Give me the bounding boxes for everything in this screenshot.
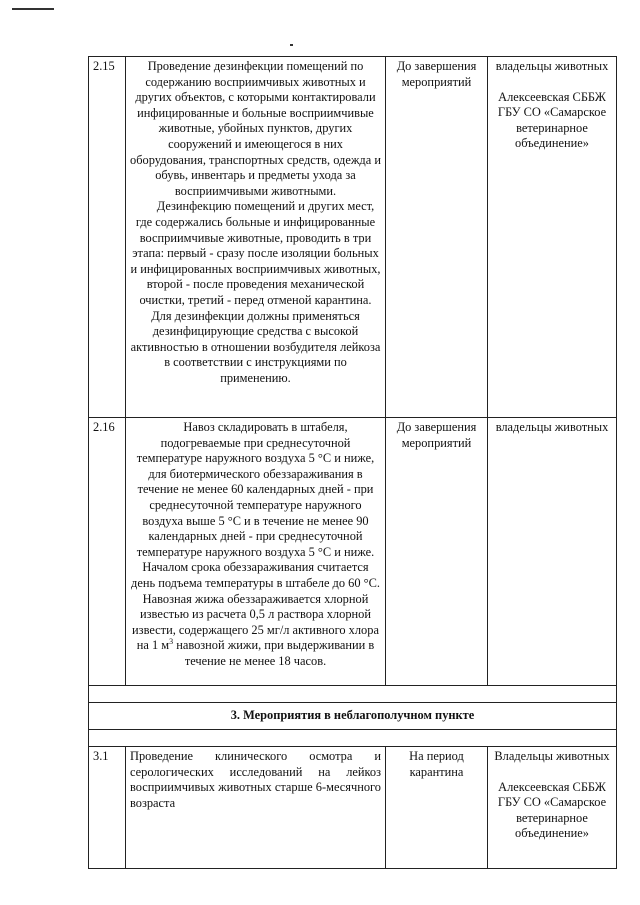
measure-term: На период карантина	[386, 747, 488, 869]
description-text: Навоз складировать в штабеля, подогреваемые при среднесуточной температуре наружного воздуха 5 °С и ниже, для биотермического обеззараживания в течение не менее 60 календарных дней - при среднесуточной температуре наружного воздуха выше 5 °С и в течение не менее 90 календарных дней - при среднесуточной температуре наружного воздуха 5 °С и ниже. Началом срока обеззараживания считается день подъема температуры в штабеле до 60 °С. Навозная жижа обеззараживается хлорной известью из расчета 0,5 л раствора хлорной извести, содержащего 25 мг/л активного хлора на 1 м	[131, 420, 380, 653]
section-title: 3. Мероприятия в неблагополучном пункте	[89, 703, 617, 730]
row-number: 2.16	[89, 418, 126, 686]
row-number: 3.1	[89, 747, 126, 869]
description-text-tail: навозной жижи, при выдерживании в течение не менее 18 часов.	[173, 638, 375, 668]
table-row	[89, 57, 617, 418]
description-paragraph: Для дезинфекции должны применяться дезинфицирующие средства с высокой активностью в отношении возбудителя лейкоза в соответствии с инструкциями по применению.	[130, 308, 381, 385]
table-gap-row	[89, 730, 617, 747]
superscript: 3	[169, 637, 174, 647]
responsible-owners: владельцы животных	[495, 59, 609, 73]
responsible-owners: Владельцы животных	[494, 749, 610, 763]
table-row	[89, 747, 617, 869]
table-gap-row	[89, 686, 617, 703]
measure-term: До завершения мероприятий	[386, 418, 488, 686]
table-row	[89, 418, 617, 686]
measures-table	[88, 56, 617, 869]
responsible-owners: владельцы животных	[495, 420, 609, 434]
description-paragraph	[130, 420, 381, 670]
responsible-parties	[488, 747, 617, 869]
measure-description	[126, 57, 386, 418]
scan-mark	[12, 8, 54, 10]
responsible-parties	[488, 57, 617, 418]
responsible-organization: Алексеевская СББЖ ГБУ СО «Самарское ветеринарное объединение»	[497, 89, 607, 151]
measure-description: Проведение клинического осмотра и серологических исследований на лейкоз восприимчивых животных старше 6-месячного возраста	[126, 747, 386, 869]
responsible-organization: Алексеевская СББЖ ГБУ СО «Самарское ветеринарное объединение»	[497, 779, 607, 841]
scan-mark	[290, 44, 293, 46]
description-paragraph: Проведение дезинфекции помещений по содержанию восприимчивых животных и других объектов, с которыми контактировали инфицированные и больные восприимчивые животные, убойных пунктов, других сооружений и имеющегося в них оборудования, транспортных средств, одежда и обувь, инвентарь и предметы ухода за восприимчивыми животными.	[130, 59, 381, 198]
responsible-parties	[488, 418, 617, 686]
measure-description	[126, 418, 386, 686]
row-number: 2.15	[89, 57, 126, 418]
description-paragraph: Дезинфекцию помещений и других мест, где содержались больные и инфицированные восприимчивые животные, проводить в три этапа: первый - сразу после изоляции больных и инфицированных восприимчивых животных, второй - после проведения механической очистки, третий - перед отменой карантина.	[130, 199, 381, 307]
measure-term: До завершения мероприятий	[386, 57, 488, 418]
section-header-row	[89, 703, 617, 730]
